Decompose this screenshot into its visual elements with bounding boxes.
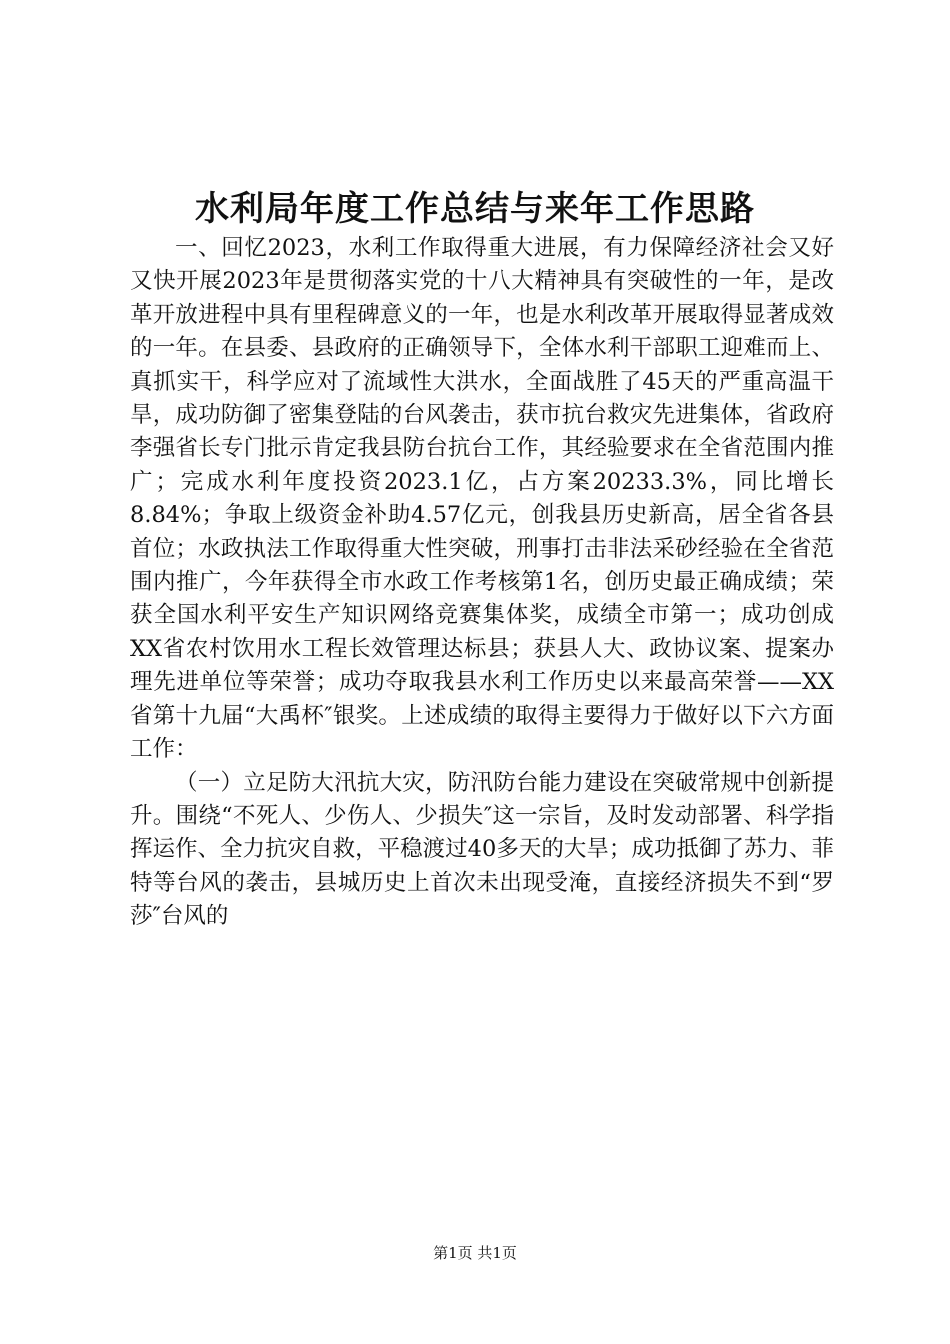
document-body	[130, 232, 834, 934]
document-title: 水利局年度工作总结与来年工作思路	[195, 189, 755, 229]
paragraph-flood-control: （一）立足防大汛抗大灾，防汛防台能力建设在突破常规中创新提升。围绕“不死人、少伤人、少损失″这一宗旨，及时发动部署、科学指挥运作、全力抗灾自救，平稳渡过40多天的大旱；成功抵御了苏力、菲特等台风的袭击，县城历史上首次未出现受淹，直接经济损失不到“罗莎″台风的	[130, 769, 834, 930]
paragraph-review-2023: 一、回忆2023，水利工作取得重大进展，有力保障经济社会又好又快开展2023年是贯彻落实党的十八大精神具有突破性的一年，是改革开放进程中具有里程碑意义的一年，也是水利改革开展取得显著成效的一年。在县委、县政府的正确领导下，全体水利干部职工迎难而上、真抓实干，科学应对了流域性大洪水，全面战胜了45天的严重高温干旱，成功防御了密集登陆的台风袭击，获市抗台救灾先进集体，省政府李强省长专门批示肯定我县防台抗台工作，其经验要求在全省范围内推广；完成水利年度投资2023.1亿，占方案20233.3%，同比增长8.84%；争取上级资金补助4.57亿元，创我县历史新高，居全省各县首位；水政执法工作取得重大性突破，刑事打击非法采砂经验在全省范围内推广，今年获得全市水政工作考核第1名，创历史最正确成绩；荣获全国水利平安生产知识网络竞赛集体奖，成绩全市第一；成功创成XX省农村饮用水工程长效管理达标县；获县人大、政协议案、提案办理先进单位等荣誉；成功夺取我县水利工作历史以来最高荣誉——XX省第十九届“大禹杯″银奖。上述成绩的取得主要得力于做好以下六方面工作：	[130, 235, 834, 763]
page-number-footer: 第1页 共1页	[433, 1244, 517, 1262]
